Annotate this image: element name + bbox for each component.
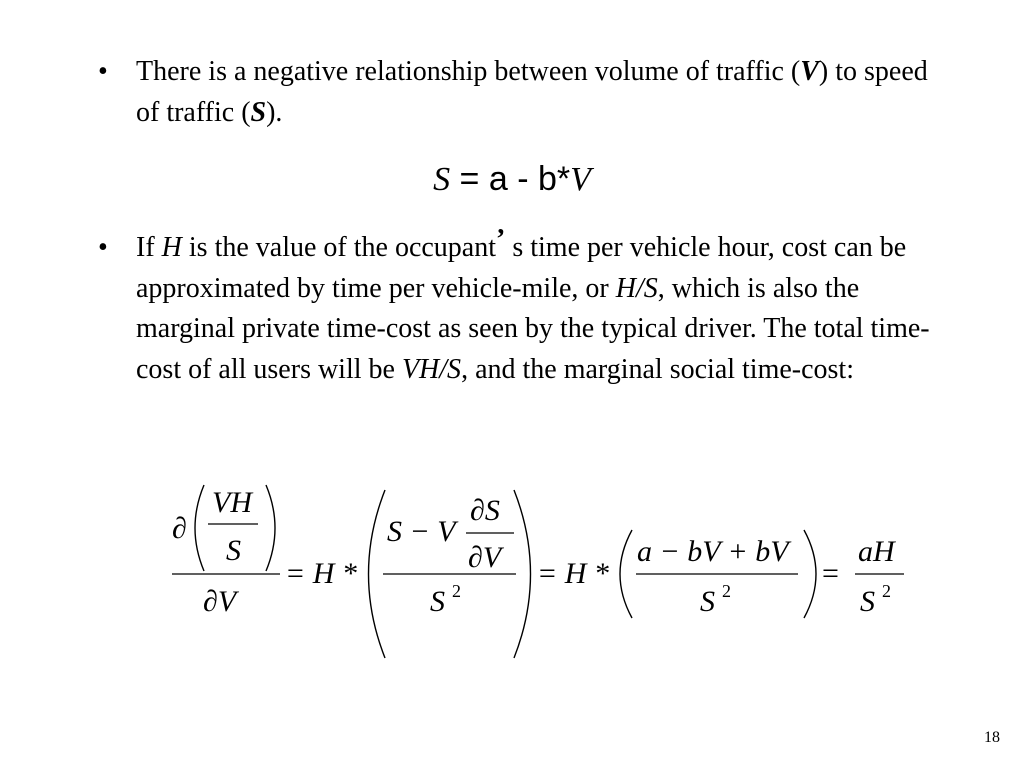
- exponent-two-3: 2: [722, 581, 731, 601]
- bullet-item-traffic-relationship: [98, 52, 958, 133]
- text-span: s time per vehicle hour, cost can be approximated by time per vehicle-mile, or: [136, 232, 907, 304]
- denom-S: S: [226, 534, 241, 567]
- numer-S-minus-V: S − V: [387, 515, 456, 548]
- equals-3: =: [822, 557, 839, 590]
- marginal-cost-derivation-equation: [0, 470, 1024, 670]
- right-paren-3: [804, 530, 816, 618]
- var-VH-over-S: VH/S: [401, 353, 462, 385]
- denom-dV: ∂V: [203, 585, 237, 618]
- exponent-two: 2: [452, 581, 461, 601]
- partial-symbol: ∂: [172, 512, 187, 545]
- eq-V: V: [570, 161, 591, 198]
- var-H: H: [161, 232, 182, 263]
- denom-S-squared: S: [430, 585, 445, 618]
- denom-S-squared-3: S: [700, 585, 715, 618]
- bullet-dot: •: [98, 56, 108, 87]
- equals-H-times: = H *: [285, 557, 357, 590]
- numer-a-bV-bV: a − bV + bV: [637, 535, 789, 568]
- denom-S-squared-4: S: [860, 585, 875, 618]
- numer-aH: aH: [858, 535, 895, 568]
- text-span: ).: [266, 96, 283, 128]
- exponent-two-4: 2: [882, 581, 891, 601]
- text-span: , and the marginal social time-cost:: [461, 353, 854, 385]
- bullet-text: [136, 224, 958, 390]
- text-span: , which is also the marginal private time-cost as seen by the typical driver. The total time-cost of all users will be: [136, 272, 930, 385]
- equals-H-times-2: = H *: [537, 557, 609, 590]
- right-paren: [266, 485, 275, 571]
- eq-S: S: [433, 161, 451, 198]
- apostrophe: ’: [496, 224, 506, 255]
- text-span: is the value of the occupant: [181, 232, 497, 263]
- var-H-over-S: H/S: [615, 272, 658, 304]
- left-paren-3: [620, 530, 632, 618]
- left-paren: [195, 485, 204, 571]
- left-paren-large: [369, 490, 386, 658]
- denom-dV-inner: ∂V: [468, 541, 502, 574]
- eq-rhs: a - b*: [488, 160, 571, 198]
- var-V: V: [800, 56, 819, 87]
- numer-VH: VH: [212, 486, 252, 519]
- numer-dS: ∂S: [470, 494, 500, 527]
- var-S: S: [250, 96, 267, 128]
- page-number: 18: [984, 729, 1000, 746]
- speed-volume-equation: [0, 160, 1024, 199]
- text-span: There is a negative relationship between volume of traffic (: [136, 56, 801, 87]
- right-paren-large: [514, 490, 531, 658]
- text-span: If: [136, 232, 162, 263]
- bullet-item-time-cost: [98, 224, 958, 390]
- eq-equals: =: [450, 160, 489, 198]
- bullet-text: [136, 52, 958, 133]
- bullet-dot: •: [98, 232, 108, 263]
- text-span: ) to speed of traffic (: [136, 56, 928, 128]
